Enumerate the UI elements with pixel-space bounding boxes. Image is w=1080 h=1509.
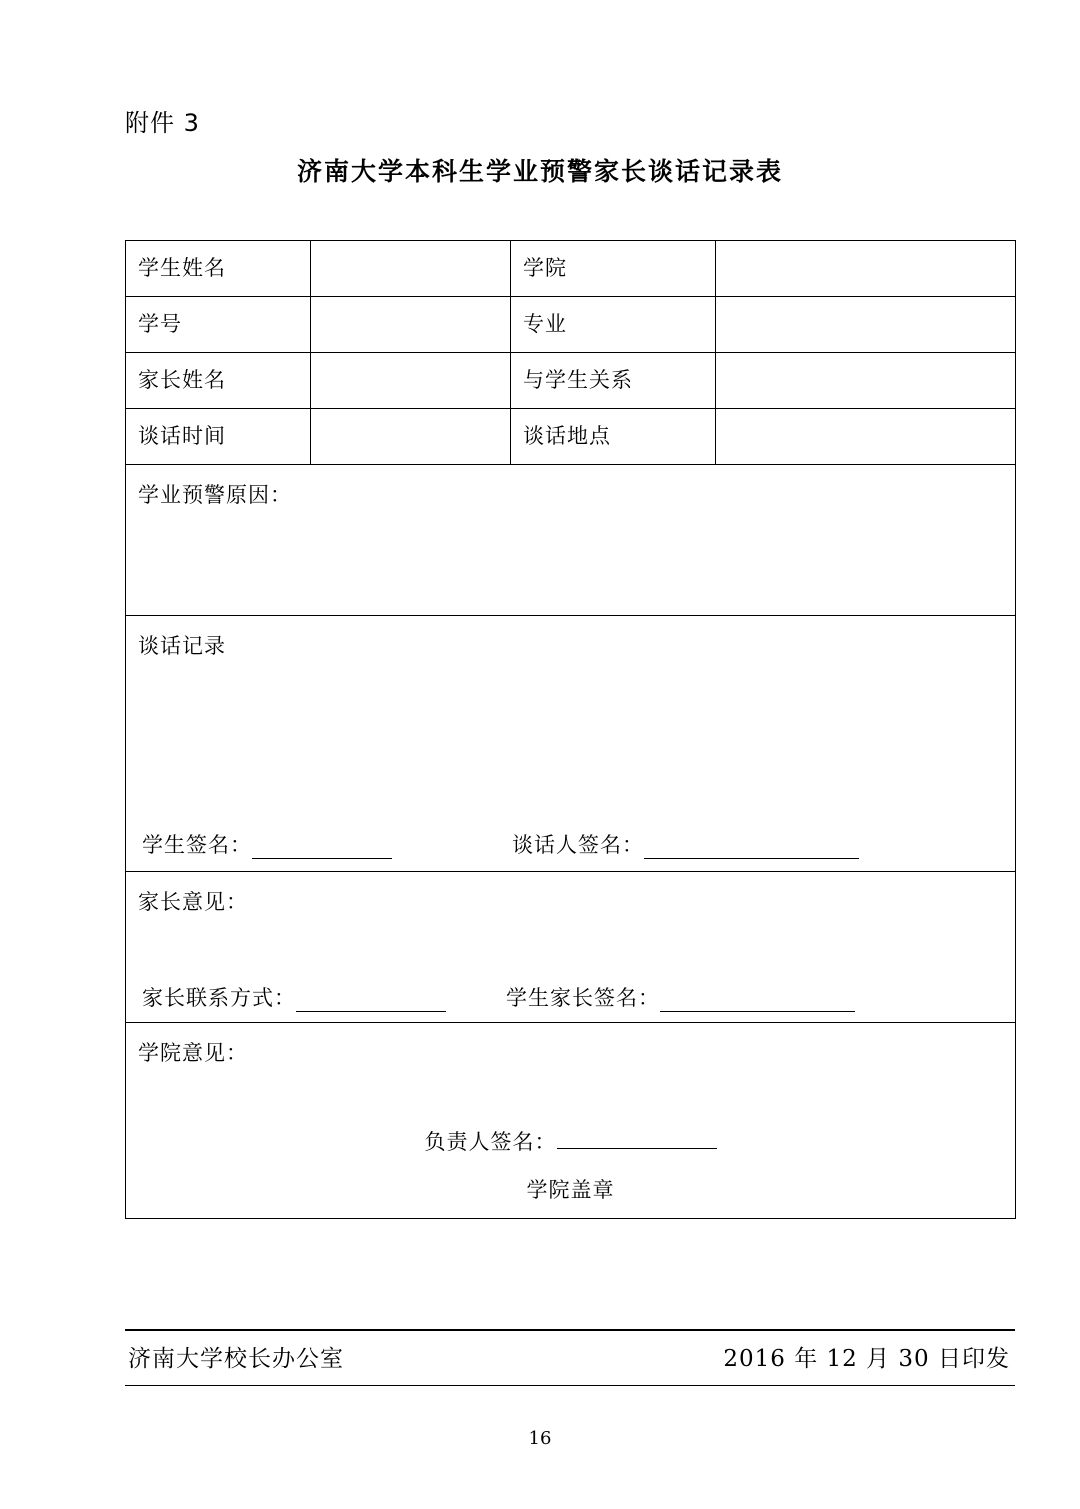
table-row — [126, 409, 1016, 465]
parent-signature-line[interactable] — [660, 991, 855, 1012]
field-value-talk-time[interactable] — [311, 409, 511, 465]
field-value-major[interactable] — [716, 297, 1016, 353]
parent-contact-label: 家长联系方式： — [142, 986, 296, 1010]
table-row-college-opinion — [126, 1023, 1016, 1219]
field-label-talk-time: 谈话时间 — [126, 409, 311, 465]
footer-issuer: 济南大学校长办公室 — [128, 1346, 344, 1372]
table-row — [126, 353, 1016, 409]
footer-divider-top — [125, 1329, 1015, 1331]
college-opinion-cell[interactable] — [126, 1023, 1016, 1219]
signature-row-parent — [140, 982, 1001, 1012]
student-signature-line[interactable] — [252, 838, 392, 859]
parent-talk-record-form — [125, 240, 1016, 1219]
field-label-talk-place: 谈话地点 — [511, 409, 716, 465]
responsible-signature-row — [126, 1126, 1015, 1156]
responsible-signature-line[interactable] — [557, 1128, 717, 1149]
field-value-talk-place[interactable] — [716, 409, 1016, 465]
table-row — [126, 297, 1016, 353]
table-row-talk-record — [126, 616, 1016, 872]
warning-reason-cell[interactable] — [126, 465, 1016, 616]
footer-divider-bottom — [125, 1385, 1015, 1386]
page-title: 济南大学本科生学业预警家长谈话记录表 — [296, 157, 783, 186]
table-row-warning-reason — [126, 465, 1016, 616]
signature-row-talk — [140, 829, 1001, 859]
table-row-parent-opinion — [126, 872, 1016, 1023]
field-value-student-name[interactable] — [311, 241, 511, 297]
footer-date: 2016 年 12 月 30 日印发 — [723, 1346, 1010, 1372]
parent-opinion-label: 家长意见： — [138, 890, 248, 914]
field-label-student-id: 学号 — [126, 297, 311, 353]
interviewer-signature-label: 谈话人签名： — [512, 833, 644, 857]
field-label-college: 学院 — [511, 241, 716, 297]
field-label-major: 专业 — [511, 297, 716, 353]
table-row — [126, 241, 1016, 297]
student-signature-label: 学生签名： — [142, 833, 252, 857]
interviewer-signature-line[interactable] — [644, 838, 859, 859]
college-opinion-label: 学院意见： — [138, 1041, 248, 1065]
field-value-relationship[interactable] — [716, 353, 1016, 409]
talk-record-cell[interactable] — [126, 616, 1016, 872]
attachment-label: 附件 3 — [125, 109, 200, 137]
field-value-student-id[interactable] — [311, 297, 511, 353]
responsible-signature-label: 负责人签名： — [424, 1130, 557, 1154]
parent-opinion-cell[interactable] — [126, 872, 1016, 1023]
field-value-parent-name[interactable] — [311, 353, 511, 409]
field-label-parent-name: 家长姓名 — [126, 353, 311, 409]
field-label-student-name: 学生姓名 — [126, 241, 311, 297]
parent-contact-line[interactable] — [296, 991, 446, 1012]
field-label-relationship: 与学生关系 — [511, 353, 716, 409]
parent-signature-label: 学生家长签名： — [506, 986, 660, 1010]
talk-record-label: 谈话记录 — [138, 634, 226, 658]
field-value-college[interactable] — [716, 241, 1016, 297]
page-number: 16 — [528, 1428, 552, 1449]
warning-reason-label: 学业预警原因： — [138, 483, 292, 507]
college-seal-label: 学院盖章 — [526, 1178, 615, 1202]
